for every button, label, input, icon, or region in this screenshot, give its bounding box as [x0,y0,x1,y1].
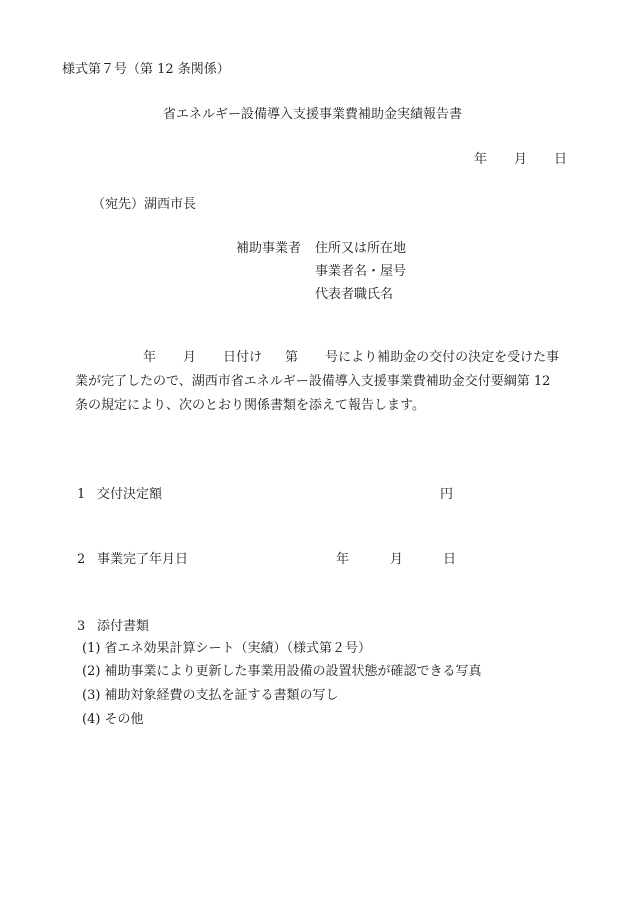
item-label: 添付書類 [97,619,150,634]
report-body-line-2: 業が完了したので、湖西市省エネルギー設備導入支援事業費補助金交付要綱第 12 [75,374,551,389]
applicant-business-name-label: 事業者名・屋号 [315,264,407,279]
date-month-label: 月 [514,152,528,167]
body-number-prefix: 第 [285,350,299,365]
applicant-representative-label: 代表者職氏名 [315,287,394,302]
attachment-item: (2) 補助事業により更新した事業用設備の設置状態が確認できる写真 [82,664,482,679]
attachment-item: (4) その他 [82,712,144,727]
body-year: 年 [143,350,157,365]
addressee: （宛先）湖西市長 [92,197,197,212]
form-number: 様式第７号（第 12 条関係） [62,62,230,77]
item-number: 3 [77,619,86,634]
completion-year-label: 年 [336,552,350,567]
applicant-address-label: 住所又は所在地 [315,241,407,256]
body-month: 月 [183,350,197,365]
item-unit: 円 [440,487,454,502]
item-label: 交付決定額 [97,487,163,502]
body-day-dated: 日付け [223,350,263,365]
body-line-1-rest: 号により補助金の交付の決定を受けた事 [325,350,560,365]
attachment-item: (3) 補助対象経費の支払を証する書類の写し [82,688,339,703]
completion-day-label: 日 [443,552,457,567]
report-body-line-3: 条の規定により、次のとおり関係書類を添えて報告します。 [75,398,425,413]
date-day-label: 日 [554,152,568,167]
item-number: 1 [77,487,86,502]
item-number: 2 [77,552,86,567]
document-title: 省エネルギー設備導入支援事業費補助金実績報告書 [163,107,463,122]
date-year-label: 年 [474,152,488,167]
applicant-role: 補助事業者 [236,241,302,256]
item-label: 事業完了年月日 [97,552,189,567]
completion-month-label: 月 [390,552,404,567]
report-body-line-1 [75,346,580,370]
attachment-item: (1) 省エネ効果計算シート（実績）（様式第２号） [82,641,372,656]
